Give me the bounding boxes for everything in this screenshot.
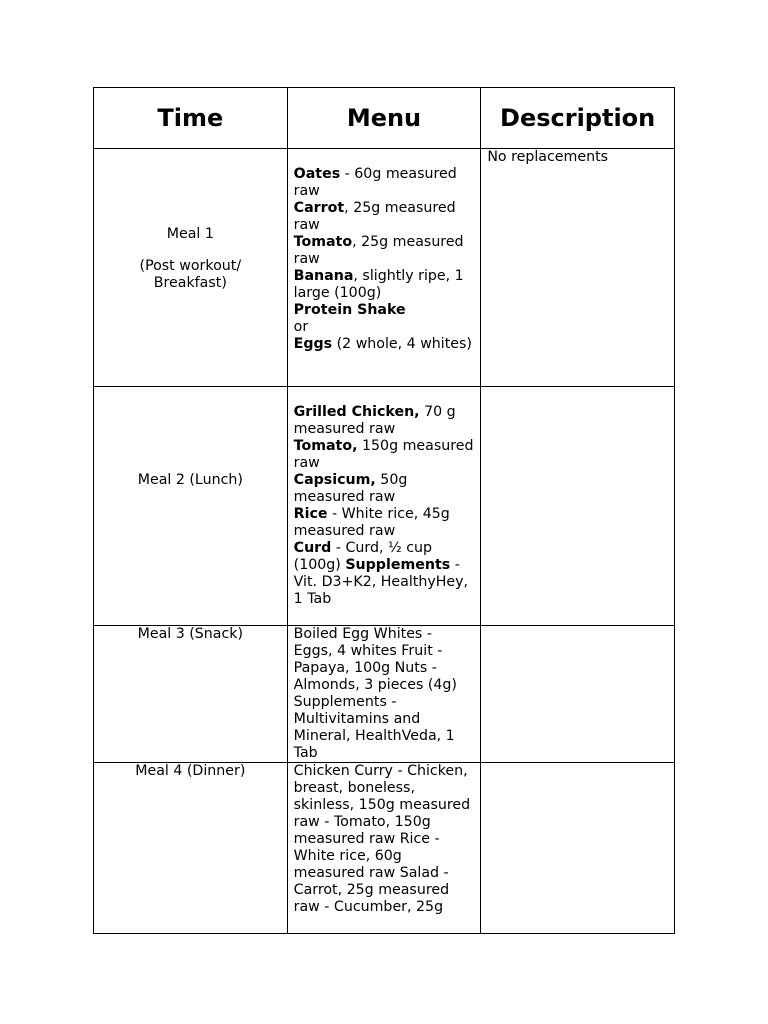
table-row-meal4 <box>94 763 675 934</box>
menu-item-banana: Banana, slightly ripe, 1 large (100g) <box>293 268 464 301</box>
meal-plan-table <box>93 87 675 934</box>
meal1-description-cell <box>481 149 675 387</box>
meal4-menu: Chicken Curry - Chicken, breast, boneless, skinless, 150g measured raw - Tomato, 150g measured raw Rice - White rice, 60g measured raw Salad - Carrot, 25g measured raw - Cucumber, 25g <box>293 763 471 915</box>
menu-item-carrot: Carrot, 25g measured raw <box>293 200 456 233</box>
meal2-time-label: Meal 2 (Lunch) <box>137 472 243 488</box>
menu-item-oates: Oates - 60g measured raw <box>293 166 457 199</box>
menu-item-tomato: Tomato, 25g measured raw <box>293 234 464 267</box>
meal2-description-cell <box>481 387 675 626</box>
meal3-description-cell <box>481 626 675 763</box>
meal4-menu-cell <box>287 763 481 934</box>
menu-item-protein-shake: Protein Shake <box>293 302 406 318</box>
menu-item-capsicum: Capsicum, 50g measured raw <box>293 472 408 505</box>
menu-item-tomato: Tomato, 150g measured raw <box>293 438 474 471</box>
meal2-time-cell <box>94 387 288 626</box>
meal1-menu-cell <box>287 149 481 387</box>
menu-item-grilled-chicken: Grilled Chicken, 70 g measured raw <box>293 404 456 437</box>
header-menu: Menu <box>287 88 481 149</box>
meal4-time-label: Meal 4 (Dinner) <box>135 763 246 779</box>
menu-item-rice: Rice - White rice, 45g measured raw <box>293 506 450 539</box>
meal3-menu-cell <box>287 626 481 763</box>
header-description: Description <box>481 88 675 149</box>
meal1-description: No replacements <box>487 149 609 165</box>
meal1-time-note-2: Breakfast) <box>153 275 227 291</box>
table-row-meal2 <box>94 387 675 626</box>
header-row <box>94 88 675 149</box>
meal3-menu: Boiled Egg Whites - Eggs, 4 whites Fruit - Papaya, 100g Nuts - Almonds, 3 pieces (4g) Supplements - Multivitamins and Mineral, HealthVeda, 1 Tab <box>293 626 457 761</box>
meal1-time-note-1: (Post workout/ <box>139 258 242 274</box>
meal3-time-label: Meal 3 (Snack) <box>137 626 244 642</box>
meal1-time-cell <box>94 149 288 387</box>
menu-item-or: or <box>293 319 309 335</box>
menu-item-curd-supplements: Curd - Curd, ½ cup (100g) Supplements - Vit. D3+K2, HealthyHey, 1 Tab <box>293 540 469 607</box>
table-row-meal3 <box>94 626 675 763</box>
header-time: Time <box>94 88 288 149</box>
table-row-meal1 <box>94 149 675 387</box>
menu-item-eggs: Eggs (2 whole, 4 whites) <box>293 336 472 352</box>
meal4-time-cell <box>94 763 288 934</box>
meal4-description-cell <box>481 763 675 934</box>
meal1-time-label: Meal 1 <box>166 226 214 242</box>
meal3-time-cell <box>94 626 288 763</box>
meal2-menu-cell <box>287 387 481 626</box>
